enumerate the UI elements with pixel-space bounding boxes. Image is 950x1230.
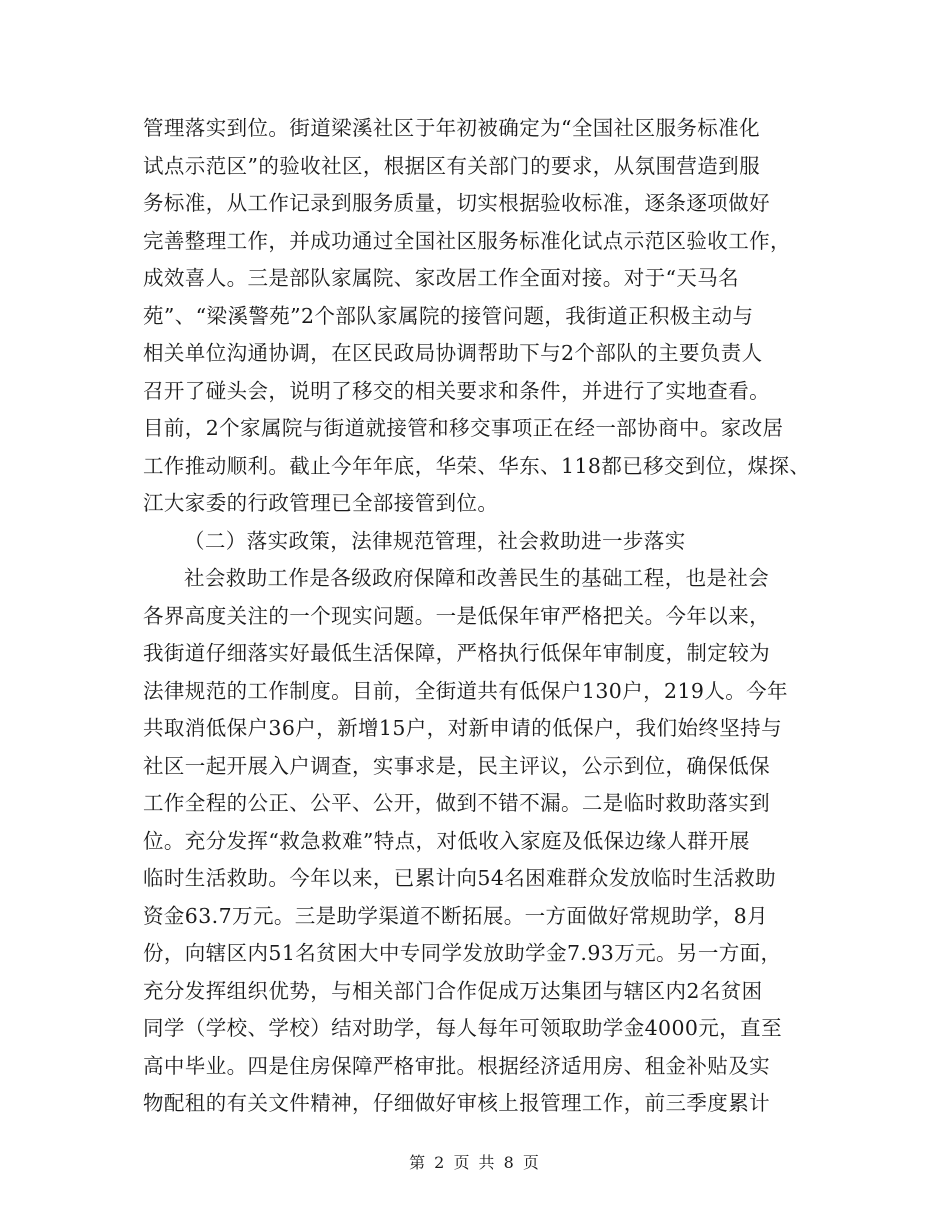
- text-line: 苑”、“梁溪警苑”2个部队家属院的接管问题，我街道正积极主动与: [143, 303, 754, 328]
- text-line: 高中毕业。四是住房保障严格审批。根据经济适用房、租金补贴及实: [143, 1053, 770, 1078]
- text-line: 同学（学校、学校）结对助学，每人每年可领取助学金4000元，直至: [143, 1016, 782, 1040]
- text-line: 各界高度关注的一个现实问题。一是低保年审严格把关。今年以来，: [143, 603, 770, 628]
- text-line: 试点示范区”的验收社区，根据区有关部门的要求，从氛围营造到服: [143, 153, 760, 178]
- text-line: 成效喜人。三是部队家属院、家改居工作全面对接。对于“天马名: [143, 266, 740, 290]
- text-line: 物配租的有关文件精神，仔细做好审核上报管理工作，前三季度累计: [143, 1091, 770, 1115]
- text-line: 管理落实到位。街道梁溪社区于年初被确定为“全国社区服务标准化: [143, 116, 760, 140]
- page-number-footer: 第 2 页 共 8 页: [409, 1153, 541, 1172]
- text-line: 目前，2个家属院与街道就接管和移交事项正在经一部协商中。家改居: [143, 416, 784, 440]
- document-body: [143, 110, 823, 1123]
- text-line: 相关单位沟通协调，在区民政局协调帮助下与2个部队的主要负责人: [143, 341, 763, 365]
- text-line: 完善整理工作，并成功通过全国社区服务标准化试点示范区验收工作，: [143, 228, 791, 253]
- paragraph-first-line: 社会救助工作是各级政府保障和改善民生的基础工程，也是社会: [184, 566, 770, 590]
- text-line: 我街道仔细落实好最低生活保障，严格执行低保年审制度，制定较为: [143, 641, 770, 665]
- text-line: 充分发挥组织优势，与相关部门合作促成万达集团与辖区内2名贫困: [143, 978, 763, 1003]
- text-line: 法律规范的工作制度。目前，全街道共有低保户130户，219人。今年: [143, 678, 788, 703]
- text-line: 工作推动顺利。截止今年年底，华荣、华东、118都已移交到位，煤探、: [143, 453, 811, 478]
- text-line: 共取消低保户36户，新增15户，对新申请的低保户，我们始终坚持与: [143, 716, 782, 740]
- text-line: 资金63.7万元。三是助学渠道不断拓展。一方面做好常规助学，8月: [143, 903, 768, 928]
- text-line: 务标准，从工作记录到服务质量，切实根据验收标准，逐条逐项做好: [143, 191, 770, 215]
- text-line: 社区一起开展入户调查，实事求是，民主评议，公示到位，确保低保: [143, 753, 770, 778]
- text-line: 临时生活救助。今年以来，已累计向54名困难群众发放临时生活救助: [143, 866, 776, 890]
- text-line: 江大家委的行政管理已全部接管到位。: [143, 491, 499, 515]
- text-line: 工作全程的公正、公平、公开，做到不错不漏。二是临时救助落实到: [143, 791, 770, 815]
- text-line: 份，向辖区内51名贫困大中专同学发放助学金7.93万元。另一方面，: [143, 941, 782, 965]
- text-line: 召开了碰头会，说明了移交的相关要求和条件，并进行了实地查看。: [143, 378, 770, 403]
- text-line: 位。充分发挥“救急救难”特点，对低收入家庭及低保边缘人群开展: [143, 828, 750, 853]
- section-heading: （二）落实政策，法律规范管理，社会救助进一步落实: [184, 528, 686, 553]
